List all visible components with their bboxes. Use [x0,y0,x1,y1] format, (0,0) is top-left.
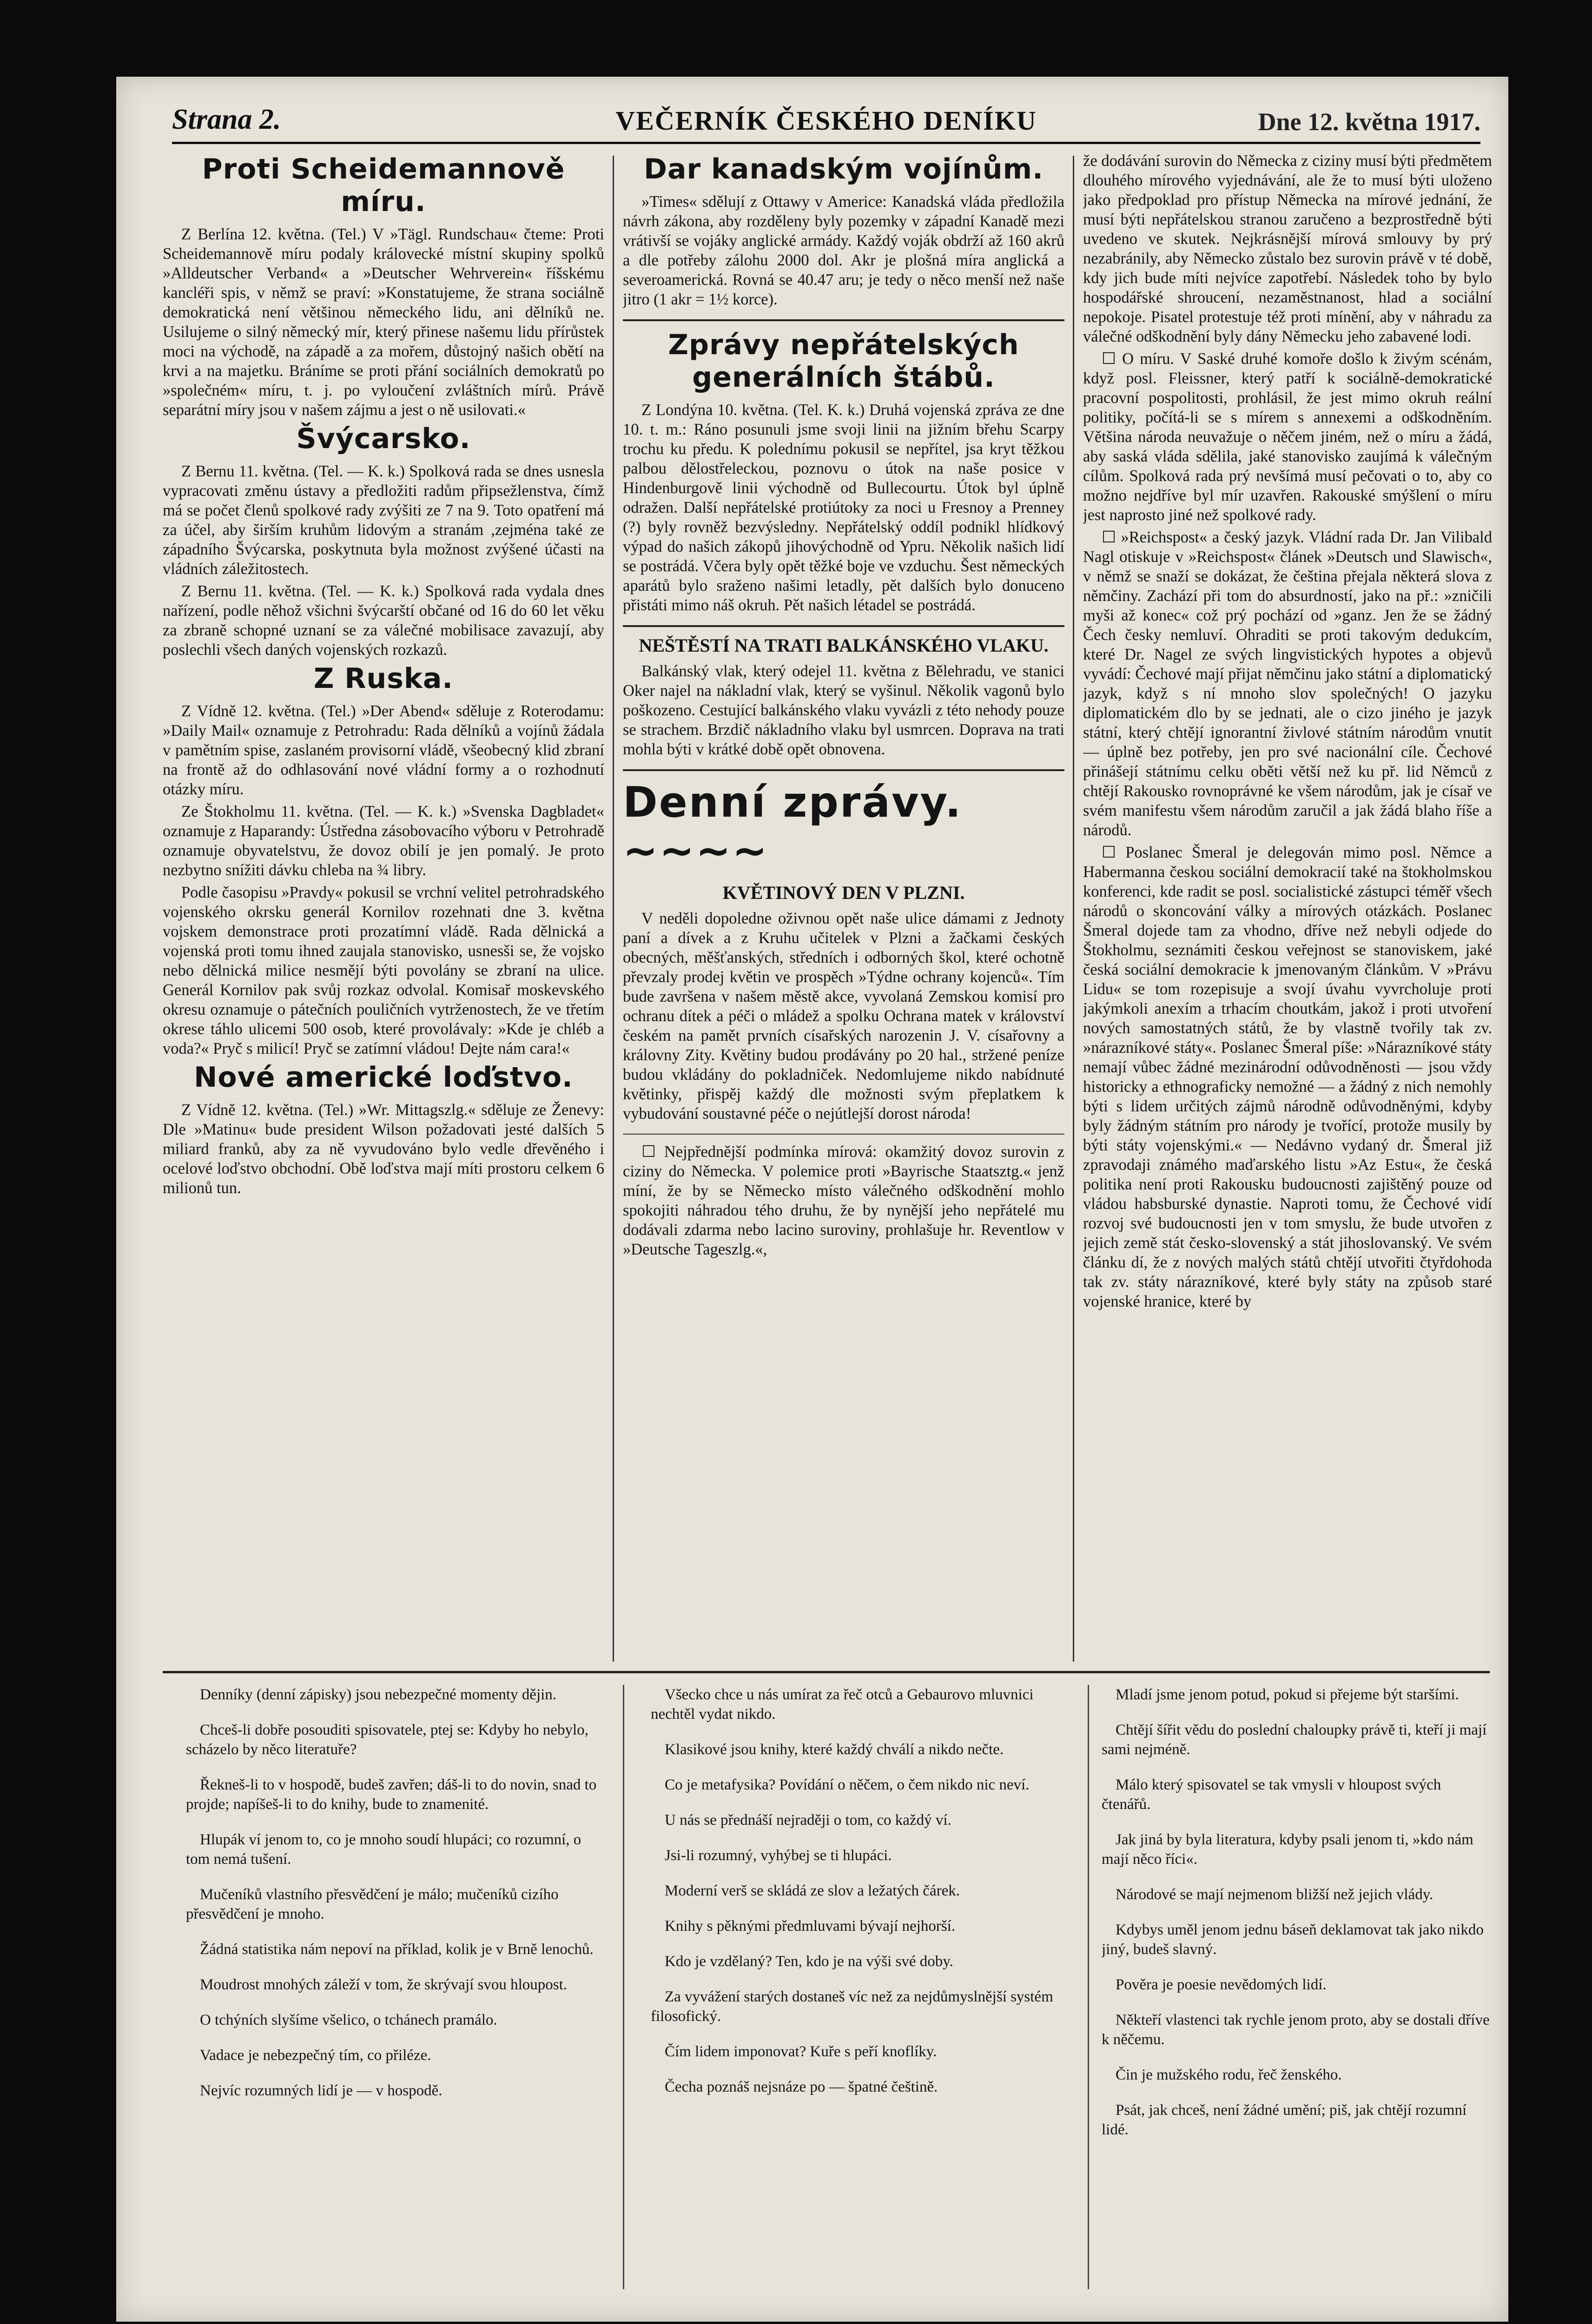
aphorism-column-3 [1102,1685,1492,2298]
aphorism: Mučeníků vlastního přesvědčení je málo; mučeníků cizího přesvědčení je mnoho. [186,1886,559,1922]
aphorism: Jsi-li rozumný, vyhýbej se ti hlupáci. [665,1847,892,1864]
aphorism: Kdybys uměl jenom jednu báseň deklamovat tak jako nikdo jiný, budeš slavný. [1102,1921,1484,1958]
headline: Nové americké loďstvo. [194,1061,573,1094]
aphorism: Knihy s pěknými předmluvami bývají nejhorší. [665,1918,956,1934]
article-text: Z Bernu 11. května. (Tel. — K. k.) Spolková rada vydala dnes nařízení, podle něhož všichni švýcarští občané od 16 do 60 let věku za zbraně schopné uznaní se za válečné mobilisace zavazují, aby poslechli všech daných vojenských rozkazů. [163,582,604,659]
aphorism: Chceš-li dobře posouditi spisovatele, ptej se: Kdyby ho nebylo, scházelo by něco literatuře? [186,1722,588,1758]
article-text: Z Vídně 12. května. (Tel.) »Der Abend« sděluje z Roterodamu: »Daily Mail« oznamuje z Petrohradu: Rada dělníků a vojínů žádala v pamětním spise, zaslaném provisorní vládě, všeobecný klid zbraní na frontě až do odhlasování nové vládní formy a o rozhodnutí otázky míru. [163,702,604,798]
headline: Zprávy nepřátelských generálních štábů. [668,329,1019,394]
aphorism: Hlupák ví jenom to, co je mnoho soudí hlupáci; co rozumní, o tom nemá tušení. [186,1831,581,1868]
article-text: Ze Štokholmu 11. května. (Tel. — K. k.) »Svenska Dagbladet« oznamuje z Haparandy: Ústředna zásobovacího výboru v Petrohradě oznamuje obyvatelstvu, že dovoz obilí je jen pomalý. Je proto nezbytno snížiti dávku chleba na ¾ libry. [163,803,604,879]
aphorism: Kdo je vzdělaný? Ten, kdo je na výši své doby. [665,1953,953,1970]
issue-date: Dne 12. května 1917. [1258,108,1480,136]
aphorism: Mladí jsme jenom potud, pokud si přejeme být staršími. [1116,1686,1459,1703]
aphorism: U nás se přednáší nejraději o tom, co každý ví. [665,1812,951,1829]
aphorism: Někteří vlastenci tak rychle jenom proto, aby se dostali dříve k něčemu. [1102,2012,1490,2048]
aphorism: Čím lidem imponovat? Kuře s peří knoflíky. [665,2043,937,2060]
article-text: Z Londýna 10. května. (Tel. K. k.) Druhá vojenská zpráva ze dne 10. t. m.: Ráno posunuli jsme svoji linii na jižním břehu Scarpy trochu ku předu. K polednímu pokusil se nepřítel, jsa kryt těžkou palbou dělostřeleckou, poznovu o útok na naše posice v Hindenburgově linii východně od Bullecourtu. Útok byl úplně odražen. Další nepřátelské protiútoky za noci u Fresnoy a Prenney (?) byly rovněž bezvýsledny. Nepřátelský oddíl podnikl hlídkový výpad do našich zákopů jihovýchodně od Ypru. Několik našich lidí se postrádá. Včera byly opět těžké boje ve vzduchu. Šest německých aparátů bylo sraženo našimi letadly, pět dalších bylo donuceno přistáti mimo náš okruh. Pět našich létadel se postrádá. [623,401,1064,614]
article-text: že dodávání surovin do Německa z ciziny musí býti předmětem dlouhého mírového vyjednávání, ale že to musí býti uloženo jako předpoklad pro přístup Německa na mírové jednání, že musí býti nepřátelskou stranou zaručeno a bezprostředně býti uvedeno ve skutek. Nejkrásnější mírová smlouvy by prý nezabránily, aby Německo zůstalo bez surovin právě v té době, kdy jich bude míti nejvíce zapotřebí. Následek toho by bylo hospodářské shroucení, nezaměstnanost, hlad a sociální nepokoje. Pisatel protestuje též proti mínění, aby v náhradu za válečné odškodnění byly dány Německu jeho zabavené lodi. [1083,152,1492,345]
article-text: Z Berlína 12. května. (Tel.) V »Tägl. Rundschau« čteme: Proti Scheidemannově míru podaly královecké místní skupiny spolků »Alldeutscher Verband« a »Deutscher Wehrverein« říšskému kancléři spis, v němž se praví: »Konstatujeme, že strana sociálně demokratická není většinou německého lidu, ani dělníků ne. Usilujeme o silný německý mír, který přinese našemu lidu přírůstek moci na východě, na západě a za mořem, důstojný našich obětí na krvi a na majetku. Bráníme se proti přání sociálních demokratů po »společném« míru, t. j. po vyloučení zvláštních mírů. Právě separátní míry jsou v našem zájmu a jest o ně usilovati.« [163,225,604,419]
aphorism: Čecha poznáš nejsnáze po — špatné češtině. [665,2079,938,2095]
headline: Dar kanadským vojínům. [644,153,1044,185]
masthead [172,91,1480,144]
aphorism: Denníky (denní zápisky) jsou nebezpečné momenty dějin. [200,1686,557,1703]
page-number: Strana 2. [172,104,281,135]
aphorism: Za vyvážení starých dostaneš víc než za nejdůmyslnější systém filosofický. [651,1988,1053,2025]
column-1 [163,151,604,1664]
section-title [623,779,1064,875]
aphorism: Nejvíc rozumných lidí je — v hospodě. [200,2082,443,2099]
section-divider [623,625,1064,627]
headline: Z Ruska. [313,662,454,695]
aphorism-column-2 [651,1685,1069,2298]
aphorism: Vadace je nebezpečný tím, co přiléze. [200,2047,431,2064]
aphorism: Klasikové jsou knihy, které každý chválí a nikdo nečte. [665,1741,1004,1758]
aphorism: Pověra je poesie nevědomých lidí. [1116,1976,1327,1993]
aphorism: Žádná statistika nám nepoví na příklad, kolik je v Brně lenochů. [200,1941,594,1958]
aphorism: Málo který spisovatel se tak vmysli v hloupost svých čtenářů. [1102,1776,1441,1813]
article-text: Podle časopisu »Pravdy« pokusil se vrchní velitel petrohradského vojenského okrsku generál Kornilov rozehnati dne 3. května vojskem demonstrace proti prozatímní vládě. Rada dělnická a vojenská proti tomu ihned zaujala stanovisko, usnesši se, že vojsko nebo dělnická milice nesmějí býti povolány se zbraní na ulice. Generál Kornilov pak svůj rozkaz odvolal. Komisař moskevského okresu oznamuje o pátečních pouličních vytrženostech, že ve třetím okrese táhlo ulicemi 500 osob, které provolávaly: »Kde je chléb a voda?« Pryč s milicí! Pryč se zatímní vládou! Dejte nám cara!« [163,884,604,1057]
ornament: ~~~~ [623,826,769,875]
aphorism: Chtějí šířit vědu do poslední chaloupky právě ti, kteří ji mají sami nejméně. [1102,1722,1487,1758]
subheadline: KVĚTINOVÝ DEN V PLZNI. [722,882,965,903]
article-text: V neděli dopoledne oživnou opět naše ulice dámami z Jednoty paní a dívek a z Kruhu učitelek v Plzni a žačkami českých obecných, měšťanských, středních i odborných škol, které ochotně převzaly prodej květin ve prospěch »Týdne ochrany kojenců«. Tím bude završena v našem městě akce, vyvolaná Zemskou komisí pro ochranu dítek a péči o mládež a spolku Ochrana matek v království českém na pamět prvních císařských narozenin J. V. císařovny a královny Zity. Květiny budou prodávány po 20 hal., stržené peníze budou vkládány do pokladniček. Nedomlujeme nikdo nabídnuté květinky, přispěj každý dle možnosti svým přeplatkem k vybudování soustavné péče o nejútlejší dorost národa! [623,910,1064,1122]
column-rule [1073,156,1074,1662]
column-3 [1083,151,1492,1664]
section-title-text: Denní zprávy. [623,778,963,827]
section-divider [623,769,1064,771]
section-divider [623,1134,1064,1135]
article-text: ☐ »Reichspost« a český jazyk. Vládní rada Dr. Jan Vilibald Nagl otiskuje v »Reichspost« článek »Deutsch und Slawisch«, v němž se snaží se dokázat, že čeština přejala některá slova z němčiny. Zachází při tom do absurdností, jako na př.: »zničili myši až konec« což prý pochází od »ganz. Jen že se žádný Čech česky nemluví. Ohraditi se proti takovým dedukcím, které Dr. Nagel ze svých lingvistických hypotes a objevů vyvádí: Čechové mají přijat němčinu jako státní a diplomatický jazyk, když s ní mnoho slov společných! O jazyku diplomatickém dlo by se jednati, ale o cizo jiného je jazyk státní, který chtějí ignorantní živlové státním národům vnutit — úplně bez potřeby, jen pro své nacionální cíle. Čechové přinášejí státnímu celku oběti větší než ku př. lid Němců z chtějí Rakousko rovnoprávné ke všem národům, jak je císař ve svém manifestu všem národům zaručil a jak žádá blaho říše a národů. [1083,528,1492,839]
aphorism: Co je metafysika? Povídání o něčem, o čem nikdo nic neví. [665,1776,1030,1793]
aphorism: Všecko chce u nás umírat za řeč otců a Gebaurovo mluvnici nechtěl vydat nikdo. [651,1686,1034,1723]
article-text: Balkánský vlak, který odejel 11. května z Bělehradu, ve stanici Oker najel na nákladní vlak, který se vyšinul. Několik vagonů bylo poškozeno. Cestující balkánského vlaku vyvázli z této nehody pouze se strachem. Brzdič nákladního vlaku byl usmrcen. Doprava na trati mohla býti v krátké době opět obnovena. [623,662,1064,758]
aphorism: Jak jiná by byla literatura, kdyby psali jenom ti, »kdo nám mají něco říci«. [1102,1831,1473,1868]
article-text: Z Vídně 12. května. (Tel.) »Wr. Mittagszlg.« sděluje ze Ženevy: Dle »Matinu« bude president Wilson požadovati jesté dalších 5 miliard franků, aby za ně vyvudováno bylo vedle dřevěného i ocelové loďstvo obchodní. Obě loďstva mají míti prostoru celkem 6 milionů tun. [163,1101,604,1197]
aphorism: Národové se mají nejmenom bližší než jejich vlády. [1116,1886,1433,1903]
aphorism: Psát, jak chceš, není žádné umění; piš, jak chtějí rozumní lidé. [1102,2102,1467,2138]
aphorism: Čin je mužského rodu, řeč ženského. [1116,2067,1342,2083]
horizontal-rule [163,1671,1490,1673]
headline: Proti Scheidemannově míru. [202,153,565,218]
aphorism: Řekneš-li to v hospodě, budeš zavřen; dáš-li to do novin, snad to projde; napíšeš-li to do knihy, bude to znamenité. [186,1776,597,1813]
article-text: Z Bernu 11. května. (Tel. — K. k.) Spolková rada se dnes usnesla vypracovati změnu ústavy a předložiti radům připsežlenstva, čímž má se počet členů spolkové rady zvýšiti ze 7 na 9. Toto opatření má za účel, aby širším kruhům lidovým a stranám ,zejména také ze západního Švýcarska, poskytnuta byla možnost zvýšené účasti na vládních záležitostech. [163,462,604,578]
paper-name: VEČERNÍK ČESKÉHO DENÍKU [615,106,1037,136]
column-rule [613,156,614,1662]
column-rule [623,1685,624,2289]
subheadline: NEŠTĚSTÍ NA TRATI BALKÁNSKÉHO VLAKU. [639,635,1049,656]
aphorism: Moderní verš se skládá ze slov a ležatých čárek. [665,1882,960,1899]
column-rule [1088,1685,1089,2289]
column-2 [623,151,1064,1664]
headline: Švýcarsko. [296,423,471,455]
article-text: »Times« sdělují z Ottawy v Americe: Kanadská vláda předložila návrh zákona, aby rozděleny byly pozemky v západní Kanadě mezi vrátivší se vojáky anglické armády. Každý voják obdrží až 160 akrů a dle potřeby zálohu 2000 dol. Akr je plošná míra anglická a severoamerická. Rovná se 40.47 aru; je tedy o něco menší než naše jitro (1 akr = 1½ korce). [623,193,1064,308]
article-text: ☐ Poslanec Šmeral je delegován mimo posl. Němce a Habermanna českou sociální demokracií také na štokholmskou konferenci, kde radit se posl. socialistické zástupci téměř všech národů o skoncování války a mírových otázkách. Poslanec Šmeral dojede tam za vhodno, dříve než nebyli odjede do Štokholmu, seznámiti českou veřejnost se stanoviskem, jaké česká sociální demokracie k jmenovaným článkům. V »Právu Lidu« se tom rozepisuje a svojí úvahu vyvrcholuje proti jakýmkoli anexím a trhacím choutkám, jakož i proti utvoření nových samostatných států, že by vlastně tvořily tak zv. »nárazníkové státy«. Poslanec Šmeral píše: »Nárazníkové státy nemají vůbec žádné mezinárodní odůvodněnosti — jsou vždy historicky a ethnograficky nemožné — a žádný z nich nemohly býti s lidem určitých zájmů národně odůvodněnými, kdyby byly žádným státním pro národy je tvořící, protože musily by býti státy vojenskými.« — Nedávno vydaný dr. Šmeral již zpravodaji známého maďarského listu »Az Estu«, že česká politika není proti Rakousku budoucnosti zajištěný pouze od vládou habsburské dynastie. Naproti tomu, že Čechové vidí rozvoj své budoucnosti jen v tom smyslu, že bude utvořen z jejich země stát česko-slovenský a stát jihoslovanský. Ve svém článku dí, že z nových malých států chtějí utvořiti čtyřdohoda tak zv. státy nárazníkové, které byly státy na způsob staré vojenské hranice, které by [1083,844,1492,1310]
newspaper-page [116,77,1508,2322]
article-text: ☐ O míru. V Saské druhé komoře došlo k živým scénám, když posl. Fleissner, který patří k sociálně-demokratické pracovní pospolitosti, prohlásil, že jest mimo okruh reální politiky, počítá-li se s mírem s annexemi a odškodněním. Většina národa neuvažuje o něčem jiném, než o míru a žádá, aby saská vláda sdělila, jaké stanovisko zaujímá k válečným cílům. Spolková rada prý nevšímá musí pečovati o to, aby co možno nejdříve byl mír uzavřen. Rakouské smýšlení o míru jest naprosto jiné než spolkové rady. [1083,350,1492,524]
article-text: ☐ Nejpřednější podmínka mírová: okamžitý dovoz surovin z ciziny do Německa. V polemice proti »Bayrische Staatsztg.« jenž míní, že by se Německo místo válečného odškodnění mohlo spokojiti náhradou tého druhu, že by nynější jeho nepřátelé mu dodávali zdarma nebo lacino suroviny, prohlašuje hr. Reventlow v »Deutsche Tageszlg.«, [623,1143,1064,1258]
section-divider [623,319,1064,321]
aphorism-column-1 [186,1685,604,2298]
aphorism: Moudrost mnohých záleží v tom, že skrývají svou hloupost. [200,1976,568,1993]
aphorism: O tchýních slyšíme všelico, o tchánech pramálo. [200,2012,497,2028]
